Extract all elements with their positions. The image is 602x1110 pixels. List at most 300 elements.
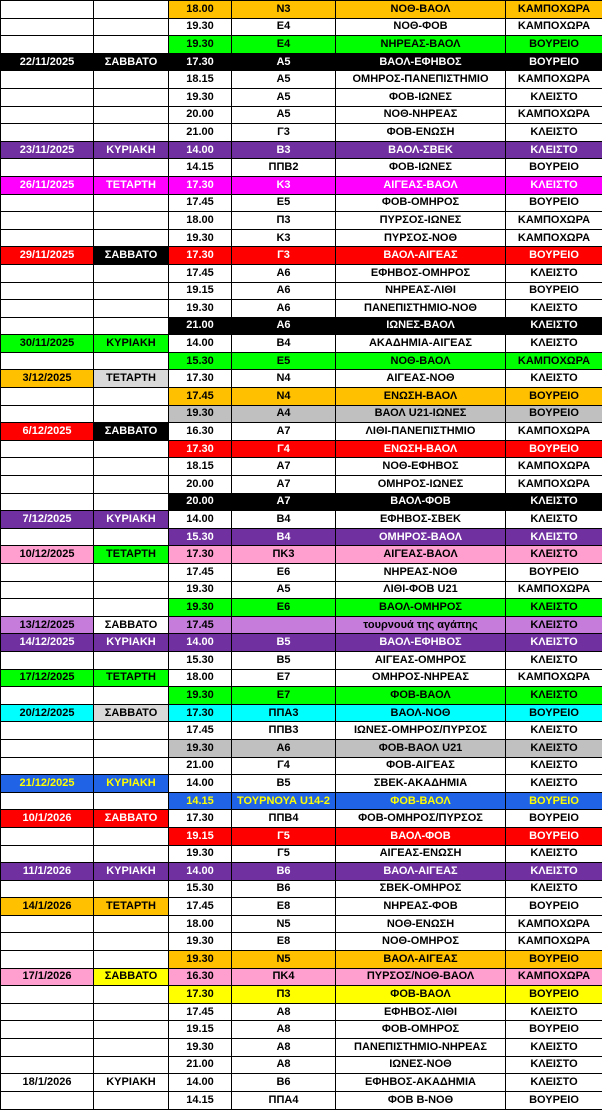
- cell-date[interactable]: [1, 757, 94, 775]
- cell-match[interactable]: ΝΟΘ-ΟΜΗΡΟΣ: [336, 933, 506, 951]
- cell-venue[interactable]: ΚΛΕΙΣΤΟ: [506, 493, 602, 511]
- cell-match[interactable]: ΟΜΗΡΟΣ-ΙΩΝΕΣ: [336, 476, 506, 494]
- cell-match[interactable]: ΑΙΓΕΑΣ-ΟΜΗΡΟΣ: [336, 651, 506, 669]
- cell-day[interactable]: [94, 476, 169, 494]
- cell-venue[interactable]: ΒΟΥΡΕΙΟ: [506, 247, 602, 265]
- cell-date[interactable]: [1, 1, 94, 19]
- cell-time[interactable]: 19.15: [169, 282, 232, 300]
- cell-code[interactable]: E6: [232, 599, 336, 617]
- cell-code[interactable]: E7: [232, 669, 336, 687]
- cell-match[interactable]: ΒΑΟΛ-ΕΦΗΒΟΣ: [336, 634, 506, 652]
- cell-match[interactable]: ΟΜΗΡΟΣ-ΠΑΝΕΠΙΣΤΗΜΙΟ: [336, 71, 506, 89]
- cell-time[interactable]: 19.30: [169, 18, 232, 36]
- cell-time[interactable]: 17.30: [169, 546, 232, 564]
- cell-venue[interactable]: ΚΛΕΙΣΤΟ: [506, 722, 602, 740]
- cell-match[interactable]: ΕΦΗΒΟΣ-ΛΙΘΙ: [336, 1003, 506, 1021]
- cell-venue[interactable]: ΚΑΜΠΟΧΩΡΑ: [506, 229, 602, 247]
- cell-match[interactable]: ΦΟΒ-ΟΜΗΡΟΣ: [336, 194, 506, 212]
- cell-code[interactable]: ΠΠΒ2: [232, 159, 336, 177]
- cell-date[interactable]: 3/12/2025: [1, 370, 94, 388]
- cell-day[interactable]: [94, 194, 169, 212]
- cell-code[interactable]: N4: [232, 388, 336, 406]
- cell-date[interactable]: 10/1/2026: [1, 810, 94, 828]
- cell-date[interactable]: 13/12/2025: [1, 616, 94, 634]
- cell-venue[interactable]: ΒΟΥΡΕΙΟ: [506, 810, 602, 828]
- cell-day[interactable]: ΚΥΡΙΑΚΗ: [94, 1074, 169, 1092]
- cell-date[interactable]: [1, 300, 94, 318]
- cell-day[interactable]: [94, 440, 169, 458]
- cell-date[interactable]: [1, 212, 94, 230]
- cell-date[interactable]: [1, 687, 94, 705]
- cell-venue[interactable]: ΚΑΜΠΟΧΩΡΑ: [506, 106, 602, 124]
- cell-time[interactable]: 18.15: [169, 458, 232, 476]
- cell-day[interactable]: [94, 493, 169, 511]
- cell-code[interactable]: A5: [232, 581, 336, 599]
- cell-date[interactable]: [1, 986, 94, 1004]
- cell-match[interactable]: ΝΟΘ-ΕΝΩΣΗ: [336, 915, 506, 933]
- cell-venue[interactable]: ΒΟΥΡΕΙΟ: [506, 194, 602, 212]
- cell-code[interactable]: B5: [232, 634, 336, 652]
- cell-time[interactable]: 14.00: [169, 634, 232, 652]
- cell-date[interactable]: [1, 1003, 94, 1021]
- cell-code[interactable]: A7: [232, 476, 336, 494]
- cell-code[interactable]: N5: [232, 951, 336, 969]
- cell-match[interactable]: ΕΝΩΣΗ-ΒΑΟΛ: [336, 440, 506, 458]
- cell-venue[interactable]: ΚΑΜΠΟΧΩΡΑ: [506, 968, 602, 986]
- cell-day[interactable]: [94, 951, 169, 969]
- cell-venue[interactable]: ΒΟΥΡΕΙΟ: [506, 53, 602, 71]
- cell-date[interactable]: [1, 405, 94, 423]
- cell-day[interactable]: ΚΥΡΙΑΚΗ: [94, 511, 169, 529]
- cell-venue[interactable]: ΚΛΕΙΣΤΟ: [506, 511, 602, 529]
- cell-day[interactable]: [94, 792, 169, 810]
- cell-time[interactable]: 19.30: [169, 687, 232, 705]
- cell-match[interactable]: ΙΩΝΕΣ-ΟΜΗΡΟΣ/ΠΥΡΣΟΣ: [336, 722, 506, 740]
- cell-venue[interactable]: ΚΛΕΙΣΤΟ: [506, 124, 602, 142]
- cell-venue[interactable]: ΚΛΕΙΣΤΟ: [506, 651, 602, 669]
- cell-time[interactable]: 17.30: [169, 53, 232, 71]
- cell-venue[interactable]: ΚΛΕΙΣΤΟ: [506, 546, 602, 564]
- cell-time[interactable]: 19.30: [169, 933, 232, 951]
- cell-day[interactable]: [94, 159, 169, 177]
- cell-date[interactable]: 22/11/2025: [1, 53, 94, 71]
- cell-time[interactable]: 17.30: [169, 440, 232, 458]
- cell-venue[interactable]: ΒΟΥΡΕΙΟ: [506, 1091, 602, 1109]
- cell-date[interactable]: [1, 18, 94, 36]
- cell-code[interactable]: B6: [232, 863, 336, 881]
- cell-date[interactable]: [1, 651, 94, 669]
- cell-day[interactable]: ΚΥΡΙΑΚΗ: [94, 775, 169, 793]
- cell-day[interactable]: [94, 739, 169, 757]
- cell-match[interactable]: ΑΙΓΕΑΣ-ΒΑΟΛ: [336, 176, 506, 194]
- cell-match[interactable]: ΝΗΡΕΑΣ-ΝΟΘ: [336, 564, 506, 582]
- cell-code[interactable]: A6: [232, 300, 336, 318]
- cell-time[interactable]: 19.30: [169, 739, 232, 757]
- cell-date[interactable]: 14/12/2025: [1, 634, 94, 652]
- cell-time[interactable]: 17.45: [169, 194, 232, 212]
- cell-day[interactable]: [94, 1039, 169, 1057]
- cell-date[interactable]: [1, 493, 94, 511]
- cell-venue[interactable]: ΚΛΕΙΣΤΟ: [506, 616, 602, 634]
- cell-date[interactable]: [1, 564, 94, 582]
- cell-match[interactable]: ΒΑΟΛ-ΕΦΗΒΟΣ: [336, 53, 506, 71]
- cell-time[interactable]: 17.45: [169, 616, 232, 634]
- cell-day[interactable]: ΣΑΒΒΑΤΟ: [94, 616, 169, 634]
- cell-code[interactable]: Π3: [232, 986, 336, 1004]
- cell-code[interactable]: A4: [232, 405, 336, 423]
- cell-date[interactable]: [1, 951, 94, 969]
- cell-code[interactable]: ΠΚ3: [232, 546, 336, 564]
- cell-code[interactable]: A6: [232, 317, 336, 335]
- cell-code[interactable]: E8: [232, 933, 336, 951]
- cell-time[interactable]: 18.00: [169, 212, 232, 230]
- cell-match[interactable]: ΝΟΘ-ΒΑΟΛ: [336, 352, 506, 370]
- cell-day[interactable]: [94, 458, 169, 476]
- cell-code[interactable]: K3: [232, 176, 336, 194]
- cell-time[interactable]: 18.15: [169, 71, 232, 89]
- cell-match[interactable]: ΙΩΝΕΣ-ΝΟΘ: [336, 1056, 506, 1074]
- cell-day[interactable]: [94, 300, 169, 318]
- cell-code[interactable]: [232, 616, 336, 634]
- cell-day[interactable]: ΤΕΤΑΡΤΗ: [94, 176, 169, 194]
- cell-date[interactable]: [1, 739, 94, 757]
- cell-date[interactable]: 18/1/2026: [1, 1074, 94, 1092]
- cell-day[interactable]: ΤΕΤΑΡΤΗ: [94, 898, 169, 916]
- cell-code[interactable]: B6: [232, 880, 336, 898]
- cell-match[interactable]: ΕΦΗΒΟΣ-ΑΚΑΔΗΜΙΑ: [336, 1074, 506, 1092]
- cell-day[interactable]: [94, 1003, 169, 1021]
- cell-time[interactable]: 19.30: [169, 88, 232, 106]
- cell-match[interactable]: ΑΙΓΕΑΣ-ΕΝΩΣΗ: [336, 845, 506, 863]
- cell-venue[interactable]: ΚΑΜΠΟΧΩΡΑ: [506, 1, 602, 19]
- cell-day[interactable]: [94, 71, 169, 89]
- cell-venue[interactable]: ΒΟΥΡΕΙΟ: [506, 36, 602, 54]
- cell-date[interactable]: 10/12/2025: [1, 546, 94, 564]
- cell-day[interactable]: ΣΑΒΒΑΤΟ: [94, 423, 169, 441]
- cell-code[interactable]: A5: [232, 88, 336, 106]
- cell-code[interactable]: B4: [232, 511, 336, 529]
- cell-time[interactable]: 19.30: [169, 300, 232, 318]
- cell-code[interactable]: E5: [232, 352, 336, 370]
- cell-date[interactable]: [1, 1039, 94, 1057]
- cell-day[interactable]: [94, 405, 169, 423]
- cell-code[interactable]: A8: [232, 1021, 336, 1039]
- cell-date[interactable]: [1, 599, 94, 617]
- cell-venue[interactable]: ΒΟΥΡΕΙΟ: [506, 704, 602, 722]
- cell-date[interactable]: [1, 440, 94, 458]
- cell-match[interactable]: ΦΟΒ-ΒΑΟΛ: [336, 986, 506, 1004]
- cell-day[interactable]: [94, 986, 169, 1004]
- cell-code[interactable]: Π3: [232, 212, 336, 230]
- cell-match[interactable]: ΠΑΝΕΠΙΣΤΗΜΙΟ-ΝΗΡΕΑΣ: [336, 1039, 506, 1057]
- cell-day[interactable]: [94, 264, 169, 282]
- cell-day[interactable]: [94, 722, 169, 740]
- cell-match[interactable]: ΠΥΡΣΟΣ-ΙΩΝΕΣ: [336, 212, 506, 230]
- cell-time[interactable]: 21.00: [169, 317, 232, 335]
- cell-match[interactable]: ΕΦΗΒΟΣ-ΣΒΕΚ: [336, 511, 506, 529]
- cell-time[interactable]: 16.30: [169, 423, 232, 441]
- cell-day[interactable]: [94, 599, 169, 617]
- cell-venue[interactable]: ΒΟΥΡΕΙΟ: [506, 440, 602, 458]
- cell-match[interactable]: ΕΦΗΒΟΣ-ΟΜΗΡΟΣ: [336, 264, 506, 282]
- cell-match[interactable]: ΛΙΘΙ-ΠΑΝΕΠΙΣΤΗΜΙΟ: [336, 423, 506, 441]
- cell-code[interactable]: A5: [232, 71, 336, 89]
- cell-date[interactable]: [1, 476, 94, 494]
- cell-day[interactable]: [94, 317, 169, 335]
- cell-venue[interactable]: ΚΛΕΙΣΤΟ: [506, 634, 602, 652]
- cell-day[interactable]: ΣΑΒΒΑΤΟ: [94, 247, 169, 265]
- cell-match[interactable]: ΝΟΘ-ΕΦΗΒΟΣ: [336, 458, 506, 476]
- cell-venue[interactable]: ΚΑΜΠΟΧΩΡΑ: [506, 933, 602, 951]
- cell-match[interactable]: ΦΟΒ-ΒΑΟΛ: [336, 687, 506, 705]
- cell-match[interactable]: ΒΑΟΛ-ΑΙΓΕΑΣ: [336, 863, 506, 881]
- cell-match[interactable]: ΣΒΕΚ-ΟΜΗΡΟΣ: [336, 880, 506, 898]
- cell-time[interactable]: 14.00: [169, 1074, 232, 1092]
- cell-venue[interactable]: ΚΑΜΠΟΧΩΡΑ: [506, 458, 602, 476]
- cell-match[interactable]: ΝΗΡΕΑΣ-ΛΙΘΙ: [336, 282, 506, 300]
- cell-match[interactable]: ΙΩΝΕΣ-ΒΑΟΛ: [336, 317, 506, 335]
- cell-day[interactable]: [94, 687, 169, 705]
- cell-match[interactable]: ΦΟΒ-ΑΙΓΕΑΣ: [336, 757, 506, 775]
- cell-venue[interactable]: ΚΛΕΙΣΤΟ: [506, 599, 602, 617]
- cell-venue[interactable]: ΚΛΕΙΣΤΟ: [506, 335, 602, 353]
- cell-day[interactable]: ΣΑΒΒΑΤΟ: [94, 810, 169, 828]
- cell-venue[interactable]: ΚΛΕΙΣΤΟ: [506, 757, 602, 775]
- cell-time[interactable]: 17.30: [169, 247, 232, 265]
- cell-match[interactable]: ΦΟΒ-ΙΩΝΕΣ: [336, 88, 506, 106]
- cell-time[interactable]: 21.00: [169, 124, 232, 142]
- cell-date[interactable]: [1, 1091, 94, 1109]
- cell-date[interactable]: [1, 1021, 94, 1039]
- cell-time[interactable]: 20.00: [169, 106, 232, 124]
- cell-code[interactable]: E4: [232, 36, 336, 54]
- cell-time[interactable]: 17.30: [169, 370, 232, 388]
- cell-day[interactable]: [94, 36, 169, 54]
- cell-time[interactable]: 18.00: [169, 1, 232, 19]
- cell-date[interactable]: [1, 124, 94, 142]
- cell-venue[interactable]: ΒΟΥΡΕΙΟ: [506, 282, 602, 300]
- cell-venue[interactable]: ΒΟΥΡΕΙΟ: [506, 951, 602, 969]
- cell-venue[interactable]: ΒΟΥΡΕΙΟ: [506, 405, 602, 423]
- cell-day[interactable]: ΚΥΡΙΑΚΗ: [94, 335, 169, 353]
- cell-match[interactable]: ΒΑΟΛ-ΑΙΓΕΑΣ: [336, 247, 506, 265]
- cell-code[interactable]: A7: [232, 458, 336, 476]
- cell-venue[interactable]: ΚΑΜΠΟΧΩΡΑ: [506, 18, 602, 36]
- cell-time[interactable]: 17.30: [169, 810, 232, 828]
- cell-date[interactable]: 29/11/2025: [1, 247, 94, 265]
- cell-time[interactable]: 15.30: [169, 880, 232, 898]
- cell-time[interactable]: 19.30: [169, 599, 232, 617]
- cell-match[interactable]: ΦΟΒ-ΟΜΗΡΟΣ: [336, 1021, 506, 1039]
- cell-venue[interactable]: ΚΛΕΙΣΤΟ: [506, 317, 602, 335]
- cell-venue[interactable]: ΒΟΥΡΕΙΟ: [506, 564, 602, 582]
- cell-code[interactable]: B6: [232, 1074, 336, 1092]
- cell-date[interactable]: [1, 229, 94, 247]
- cell-code[interactable]: B5: [232, 651, 336, 669]
- cell-time[interactable]: 14.00: [169, 335, 232, 353]
- cell-venue[interactable]: ΚΛΕΙΣΤΟ: [506, 264, 602, 282]
- cell-day[interactable]: ΚΥΡΙΑΚΗ: [94, 863, 169, 881]
- cell-day[interactable]: [94, 106, 169, 124]
- cell-match[interactable]: ΟΜΗΡΟΣ-ΝΗΡΕΑΣ: [336, 669, 506, 687]
- cell-venue[interactable]: ΚΛΕΙΣΤΟ: [506, 1039, 602, 1057]
- cell-date[interactable]: [1, 264, 94, 282]
- cell-time[interactable]: 17.45: [169, 898, 232, 916]
- cell-code[interactable]: B4: [232, 528, 336, 546]
- cell-venue[interactable]: ΚΑΜΠΟΧΩΡΑ: [506, 423, 602, 441]
- cell-time[interactable]: 14.15: [169, 1091, 232, 1109]
- cell-time[interactable]: 14.00: [169, 775, 232, 793]
- cell-match[interactable]: ΠΥΡΣΟΣ-ΝΟΘ: [336, 229, 506, 247]
- cell-day[interactable]: [94, 827, 169, 845]
- cell-time[interactable]: 14.15: [169, 792, 232, 810]
- cell-time[interactable]: 17.30: [169, 704, 232, 722]
- cell-match[interactable]: ΒΑΟΛ-ΦΟΒ: [336, 493, 506, 511]
- cell-match[interactable]: ΟΜΗΡΟΣ-ΒΑΟΛ: [336, 528, 506, 546]
- cell-code[interactable]: A5: [232, 106, 336, 124]
- cell-venue[interactable]: ΚΛΕΙΣΤΟ: [506, 863, 602, 881]
- cell-match[interactable]: ΝΗΡΕΑΣ-ΒΑΟΛ: [336, 36, 506, 54]
- cell-code[interactable]: N4: [232, 370, 336, 388]
- cell-code[interactable]: A5: [232, 53, 336, 71]
- cell-time[interactable]: 17.45: [169, 264, 232, 282]
- cell-code[interactable]: E8: [232, 898, 336, 916]
- cell-code[interactable]: Γ3: [232, 247, 336, 265]
- cell-venue[interactable]: ΚΑΜΠΟΧΩΡΑ: [506, 476, 602, 494]
- cell-time[interactable]: 19.15: [169, 1021, 232, 1039]
- cell-date[interactable]: [1, 317, 94, 335]
- cell-time[interactable]: 14.00: [169, 863, 232, 881]
- cell-date[interactable]: [1, 388, 94, 406]
- cell-date[interactable]: 30/11/2025: [1, 335, 94, 353]
- cell-code[interactable]: B3: [232, 141, 336, 159]
- cell-day[interactable]: [94, 18, 169, 36]
- cell-match[interactable]: ΝΗΡΕΑΣ-ΦΟΒ: [336, 898, 506, 916]
- cell-day[interactable]: [94, 933, 169, 951]
- cell-match[interactable]: ΦΟΒ Β-ΝΟΘ: [336, 1091, 506, 1109]
- cell-date[interactable]: [1, 792, 94, 810]
- cell-day[interactable]: [94, 1091, 169, 1109]
- cell-match[interactable]: ΛΙΘΙ-ΦΟΒ U21: [336, 581, 506, 599]
- cell-code[interactable]: N5: [232, 915, 336, 933]
- cell-day[interactable]: ΤΕΤΑΡΤΗ: [94, 669, 169, 687]
- cell-match[interactable]: ΒΑΟΛ-ΦΟΒ: [336, 827, 506, 845]
- cell-venue[interactable]: ΚΑΜΠΟΧΩΡΑ: [506, 71, 602, 89]
- cell-match[interactable]: ΒΑΟΛ-ΑΙΓΕΑΣ: [336, 951, 506, 969]
- cell-day[interactable]: [94, 845, 169, 863]
- cell-venue[interactable]: ΒΟΥΡΕΙΟ: [506, 827, 602, 845]
- cell-match[interactable]: ΕΝΩΣΗ-ΒΑΟΛ: [336, 388, 506, 406]
- cell-time[interactable]: 14.00: [169, 141, 232, 159]
- cell-time[interactable]: 21.00: [169, 1056, 232, 1074]
- cell-code[interactable]: A6: [232, 282, 336, 300]
- cell-code[interactable]: ΠΚ4: [232, 968, 336, 986]
- cell-day[interactable]: [94, 388, 169, 406]
- cell-code[interactable]: B5: [232, 775, 336, 793]
- cell-venue[interactable]: ΚΑΜΠΟΧΩΡΑ: [506, 212, 602, 230]
- cell-day[interactable]: [94, 564, 169, 582]
- cell-day[interactable]: [94, 1021, 169, 1039]
- cell-date[interactable]: 21/12/2025: [1, 775, 94, 793]
- cell-date[interactable]: [1, 36, 94, 54]
- cell-match[interactable]: ΦΟΒ-ΙΩΝΕΣ: [336, 159, 506, 177]
- cell-date[interactable]: [1, 581, 94, 599]
- cell-code[interactable]: ΠΠΑ4: [232, 1091, 336, 1109]
- cell-time[interactable]: 17.30: [169, 986, 232, 1004]
- cell-day[interactable]: [94, 282, 169, 300]
- cell-time[interactable]: 15.30: [169, 651, 232, 669]
- cell-code[interactable]: N3: [232, 1, 336, 19]
- cell-code[interactable]: B4: [232, 335, 336, 353]
- cell-time[interactable]: 14.00: [169, 511, 232, 529]
- cell-time[interactable]: 21.00: [169, 757, 232, 775]
- cell-day[interactable]: [94, 229, 169, 247]
- cell-day[interactable]: [94, 88, 169, 106]
- cell-day[interactable]: ΚΥΡΙΑΚΗ: [94, 141, 169, 159]
- cell-code[interactable]: A7: [232, 493, 336, 511]
- cell-venue[interactable]: ΒΟΥΡΕΙΟ: [506, 1021, 602, 1039]
- cell-code[interactable]: Γ4: [232, 440, 336, 458]
- cell-venue[interactable]: ΒΟΥΡΕΙΟ: [506, 898, 602, 916]
- cell-date[interactable]: 6/12/2025: [1, 423, 94, 441]
- cell-match[interactable]: ΠΑΝΕΠΙΣΤΗΜΙΟ-ΝΟΘ: [336, 300, 506, 318]
- cell-code[interactable]: A6: [232, 739, 336, 757]
- cell-venue[interactable]: ΚΑΜΠΟΧΩΡΑ: [506, 352, 602, 370]
- cell-date[interactable]: [1, 880, 94, 898]
- cell-date[interactable]: [1, 71, 94, 89]
- cell-match[interactable]: ΦΟΒ-ΟΜΗΡΟΣ/ΠΥΡΣΟΣ: [336, 810, 506, 828]
- cell-venue[interactable]: ΚΛΕΙΣΤΟ: [506, 300, 602, 318]
- cell-venue[interactable]: ΚΛΕΙΣΤΟ: [506, 739, 602, 757]
- cell-venue[interactable]: ΚΛΕΙΣΤΟ: [506, 1056, 602, 1074]
- cell-venue[interactable]: ΚΑΜΠΟΧΩΡΑ: [506, 669, 602, 687]
- cell-date[interactable]: [1, 827, 94, 845]
- cell-day[interactable]: [94, 1056, 169, 1074]
- cell-match[interactable]: ΦΟΒ-ΒΑΟΛ: [336, 792, 506, 810]
- cell-venue[interactable]: ΚΑΜΠΟΧΩΡΑ: [506, 581, 602, 599]
- cell-venue[interactable]: ΚΛΕΙΣΤΟ: [506, 775, 602, 793]
- cell-date[interactable]: [1, 88, 94, 106]
- cell-date[interactable]: [1, 106, 94, 124]
- cell-date[interactable]: [1, 1056, 94, 1074]
- cell-match[interactable]: ΑΚΑΔΗΜΙΑ-ΑΙΓΕΑΣ: [336, 335, 506, 353]
- cell-venue[interactable]: ΚΛΕΙΣΤΟ: [506, 370, 602, 388]
- cell-match[interactable]: ΦΟΒ-ΒΑΟΛ U21: [336, 739, 506, 757]
- cell-venue[interactable]: ΚΛΕΙΣΤΟ: [506, 141, 602, 159]
- cell-venue[interactable]: ΚΛΕΙΣΤΟ: [506, 176, 602, 194]
- cell-venue[interactable]: ΚΛΕΙΣΤΟ: [506, 1003, 602, 1021]
- cell-code[interactable]: ΠΠΒ3: [232, 722, 336, 740]
- cell-time[interactable]: 20.00: [169, 493, 232, 511]
- cell-code[interactable]: E5: [232, 194, 336, 212]
- cell-day[interactable]: [94, 581, 169, 599]
- cell-match[interactable]: ΝΟΘ-ΒΑΟΛ: [336, 1, 506, 19]
- cell-date[interactable]: [1, 458, 94, 476]
- cell-day[interactable]: ΤΕΤΑΡΤΗ: [94, 546, 169, 564]
- cell-time[interactable]: 19.30: [169, 36, 232, 54]
- cell-code[interactable]: Γ5: [232, 845, 336, 863]
- cell-match[interactable]: ΑΙΓΕΑΣ-ΒΑΟΛ: [336, 546, 506, 564]
- cell-date[interactable]: [1, 915, 94, 933]
- cell-match[interactable]: τουρνουά της αγάπης: [336, 616, 506, 634]
- cell-code[interactable]: A7: [232, 423, 336, 441]
- cell-venue[interactable]: ΚΛΕΙΣΤΟ: [506, 687, 602, 705]
- cell-match[interactable]: ΠΥΡΣΟΣ/ΝΟΘ-ΒΑΟΛ: [336, 968, 506, 986]
- cell-day[interactable]: ΚΥΡΙΑΚΗ: [94, 634, 169, 652]
- cell-day[interactable]: [94, 352, 169, 370]
- cell-date[interactable]: 20/12/2025: [1, 704, 94, 722]
- cell-day[interactable]: ΣΑΒΒΑΤΟ: [94, 968, 169, 986]
